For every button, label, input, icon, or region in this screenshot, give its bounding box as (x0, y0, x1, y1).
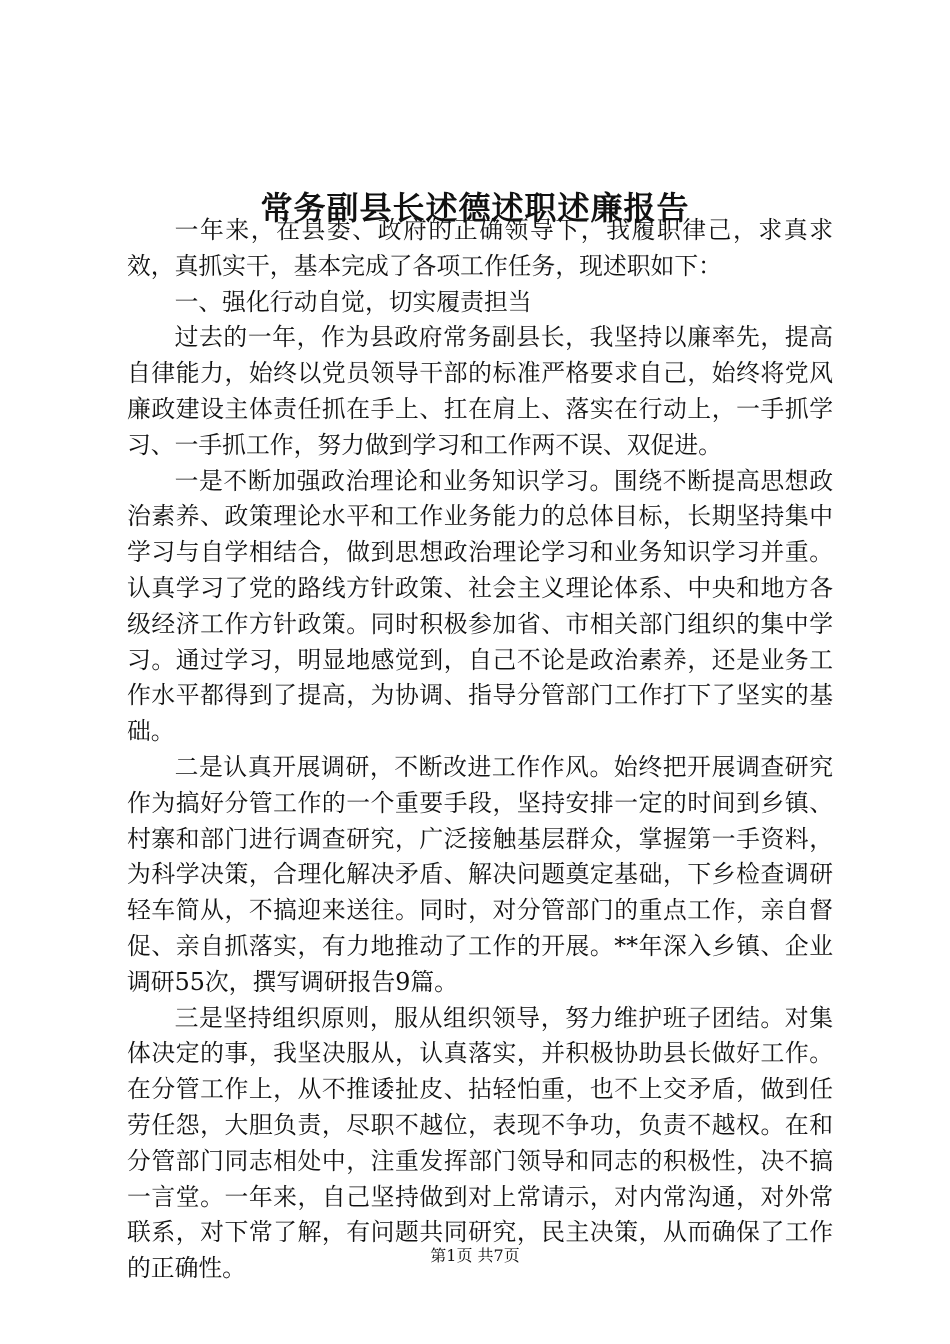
page-footer: 第1页 共7页 (430, 1246, 520, 1265)
document-body (127, 213, 833, 1287)
paragraph-organization: 三是坚持组织原则，服从组织领导，努力维护班子团结。对集体决定的事，我坚决服从，认真落实，并积极协助县长做好工作。在分管工作上，从不推诿扯皮、拈轻怕重，也不上交矛盾，做到任劳任怨，大胆负责，尽职不越位，表现不争功，负责不越权。在和分管部门同志相处中，注重发挥部门领导和同志的积极性，决不搞一言堂。一年来，自己坚持做到对上常请示，对内常沟通，对外常联系，对下常了解，有问题共同研究，民主决策，从而确保了工作的正确性。 (127, 1003, 833, 1283)
section-heading-1: 一、强化行动自觉，切实履责担当 (174, 287, 532, 316)
paragraph-study: 一是不断加强政治理论和业务知识学习。围绕不断提高思想政治素养、政策理论水平和工作业务能力的总体目标，长期坚持集中学习与自学相结合，做到思想政治理论学习和业务知识学习并重。认真学习了党的路线方针政策、社会主义理论体系、中央和地方各级经济工作方针政策。同时积极参加省、市相关部门组织的集中学习。通过学习，明显地感觉到，自己不论是政治素养，还是业务工作水平都得到了提高，为协调、指导分管部门工作打下了坚实的基础。 (127, 466, 833, 746)
paragraph-intro: 一年来，在县委、政府的正确领导下，我履职律己，求真求效，真抓实干，基本完成了各项工作任务，现述职如下： (127, 216, 833, 280)
paragraph-overview: 过去的一年，作为县政府常务副县长，我坚持以廉率先，提高自律能力，始终以党员领导干部的标准严格要求自己，始终将党风廉政建设主体责任抓在手上、扛在肩上、落实在行动上，一手抓学习、一手抓工作，努力做到学习和工作两不误、双促进。 (127, 323, 833, 459)
document-title: 常务副县长述德述职述廉报告 (260, 189, 690, 227)
paragraph-research: 二是认真开展调研，不断改进工作作风。始终把开展调查研究作为搞好分管工作的一个重要手段，坚持安排一定的时间到乡镇、村寨和部门进行调查研究，广泛接触基层群众，掌握第一手资料，为科学决策，合理化解决矛盾、解决问题奠定基础，下乡检查调研轻车简从，不搞迎来送往。同时，对分管部门的重点工作，亲自督促、亲自抓落实，有力地推动了工作的开展。**年深入乡镇、企业调研55次，撰写调研报告9篇。 (127, 752, 833, 996)
